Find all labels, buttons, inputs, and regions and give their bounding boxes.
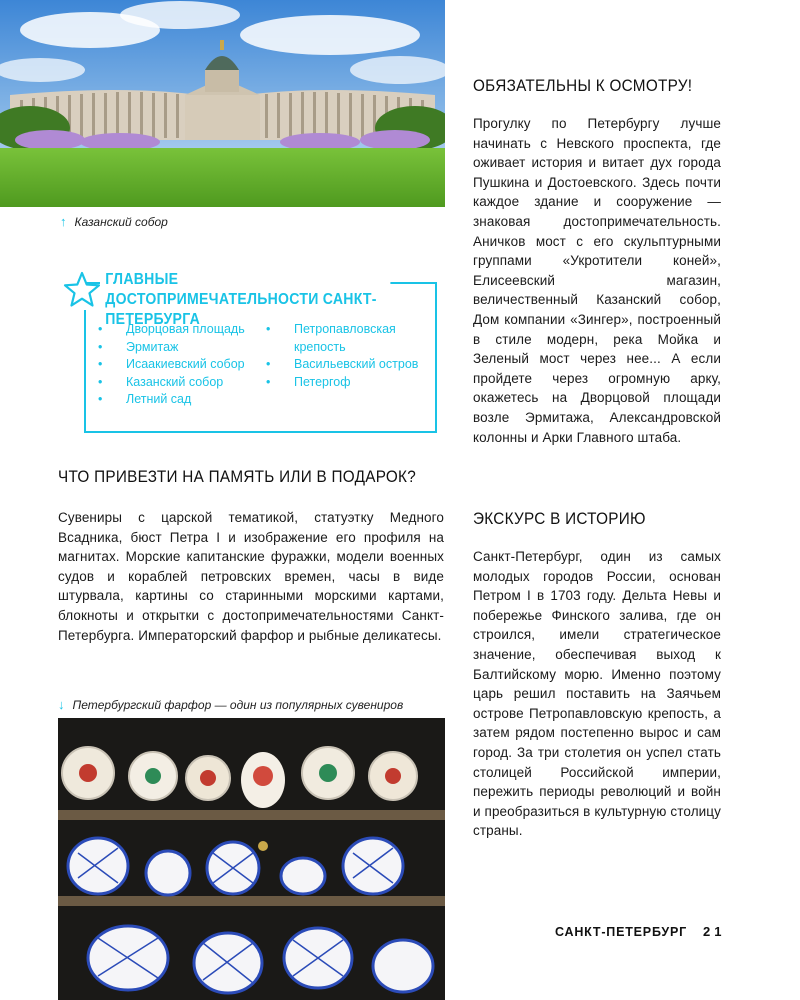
list-item: • Дворцовая площадь (98, 321, 273, 339)
list-item: • Эрмитаж (98, 339, 273, 357)
list-item: • Исаакиевский собор (98, 356, 273, 374)
page-number: 21 (703, 924, 726, 939)
kazan-cathedral-caption: ↑ Казанский собор (60, 214, 168, 229)
running-footer-section: САНКТ-ПЕТЕРБУРГ (555, 925, 688, 939)
souvenirs-heading: ЧТО ПРИВЕЗТИ НА ПАМЯТЬ ИЛИ В ПОДАРОК? (58, 467, 416, 486)
attractions-box-border-left (84, 310, 86, 433)
list-item: • Летний сад (98, 391, 273, 409)
star-icon (62, 270, 102, 310)
attractions-column-2 (266, 321, 436, 391)
porcelain-caption: ↓ Петербургский фарфор — один из популярных сувениров (58, 697, 404, 712)
arrow-down-icon: ↓ (58, 697, 65, 712)
attractions-column-1 (98, 321, 273, 409)
must-see-heading: ОБЯЗАТЕЛЬНЫ К ОСМОТРУ! (473, 76, 693, 95)
history-heading: ЭКСКУРС В ИСТОРИЮ (473, 509, 646, 528)
must-see-text: Прогулку по Петербургу лучше начинать с Невского проспекта, где оживает история и витает дух города Пушкина и Достоевского. Здесь почти каждое здание и сооружение — знаковая достопримечательность. Аничков мост с его скульптурными группами «Укротители коней», Елисеевский магазин, величественный Казанский собор, Дом компании «Зингер», построенный в стиле модерн, река Мойка и Зеленый мост через нее... А если пройдете через огромную арку, окажетесь на Дворцовой площади возле Эрмитажа, Александровской колонны и Арки Главного штаба. (473, 116, 721, 445)
list-item: • Петропавловская крепость (266, 321, 436, 356)
attractions-title: ГЛАВНЫЕ ДОСТОПРИМЕЧАТЕЛЬНОСТИ САНКТ-ПЕТЕРБУРГА (100, 270, 390, 330)
porcelain-photo (58, 718, 445, 1000)
list-item: • Казанский собор (98, 374, 273, 392)
list-item: • Васильевский остров (266, 356, 436, 374)
souvenirs-text: Сувениры с царской тематикой, статуэтку Медного Всадника, бюст Петра I и изображение его профиля на магнитах. Морские капитанские фуражки, модели военных судов и кораблей петровских времен, часы в виде штурвала, картины со старинными морскими картами, блокноты и открытки с достопримечательностями Санкт-Петербурга. Императорский фарфор и рыбные деликатесы. (58, 510, 444, 643)
list-item: • Петергоф (266, 374, 436, 392)
kazan-cathedral-photo (0, 0, 445, 207)
arrow-up-icon: ↑ (60, 214, 67, 229)
history-text: Санкт-Петербург, один из самых молодых городов России, основан Петром I в 1703 году. Дельта Невы и побережье Финского залива, где он строился, имели стратегическое значение, обеспечивая выход к Балтийскому морю. Именно поэтому царь решил поставить на Заячьем острове Петропавловскую крепость, а затем рядом постепенно вырос и сам город. За три столетия он успел стать столицей Российской империи, пережить периоды революций и войн и преобразиться в культурную столицу страны. (473, 549, 721, 839)
